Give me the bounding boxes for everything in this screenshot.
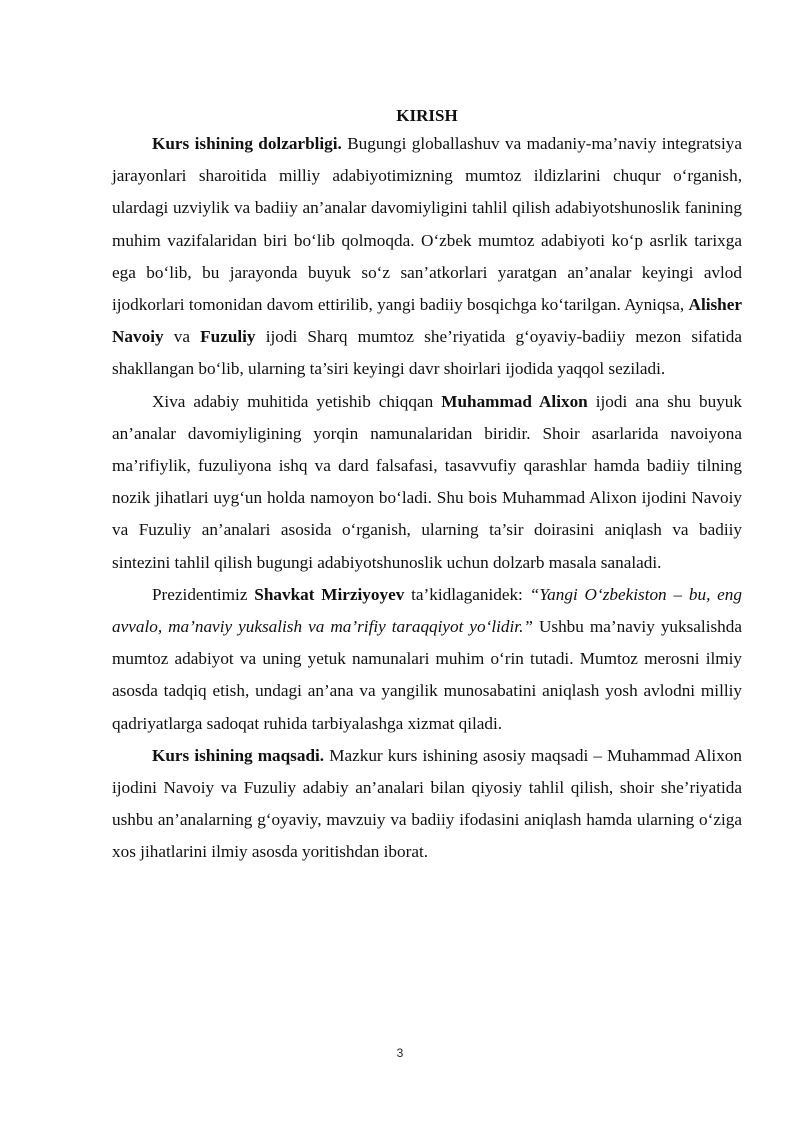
khiva-text-a: Xiva adabiy muhitida yetishib chiqqan (152, 391, 442, 411)
relevance-text-a: Bugungi globallashuv va madaniy-ma’naviy integratsiya jarayonlari sharoitida milliy adabiyotimizning mumtoz ildizlarini chuqur o‘rganish, ulardagi uzviylik va badiiy an’analar davomiyligini tahlil qilish adabiyotshunoslik fanining muhim vazifalaridan biri bo‘lib qolmoqda. O‘zbek mumtoz adabiyoti ko‘p asrlik tarixga ega bo‘lib, bu jarayonda buyuk so‘z san’atkorlari yaratgan an’analar keyingi avlod ijodkorlari tomonidan davom ettirilib, yangi badiiy bosqichga ko‘tarilgan. Ayniqsa, (112, 134, 742, 315)
president-text-a: Prezidentimiz (152, 584, 255, 604)
president-text-b: ta’kidlaganidek: (404, 584, 530, 604)
president-text-c: Ushbu ma’naviy yuksalishda mumtoz adabiyot va uning yetuk namunalari muhim o‘rin tutadi. Mumtoz merosni ilmiy asosda tadqiq etish, undagi an’ana va yangilik munosabatini aniqlash yosh avlodni milliy qadriyatlarga sadoqat ruhida tarbiyalashga xizmat qiladi. (112, 617, 742, 733)
name-shavkat-mirziyoyev: Shavkat Mirziyoyev (254, 584, 405, 604)
paragraph-relevance (112, 128, 742, 386)
page-number: 3 (396, 1046, 404, 1060)
section-title: KIRISH (396, 106, 458, 125)
document-page (112, 105, 742, 869)
paragraph-goal (112, 740, 742, 869)
khiva-text-b: ijodi ana shu buyuk an’analar davomiyligining yorqin namunalaridan biridir. Shoir asarlarida navoiyona ma’rifiylik, fuzuliyona ishq va dard falsafasi, tasavvufiy qarashlar hamda badiiy tilning nozik jihatlari uyg‘un holda namoyon bo‘ladi. Shu bois Muhammad Alixon ijodini Navoiy va Fuzuliy an’analari asosida o‘rganish, ularning ta’sir doirasini aniqlash va badiiy sintezini tahlil qilish bugungi adabiyotshunoslik uchun dolzarb masala sanaladi. (112, 391, 742, 572)
name-muhammad-alixon: Muhammad Alixon (441, 391, 588, 411)
name-alisher-navoiy: Alisher Navoiy (112, 295, 742, 347)
goal-heading: Kurs ishining maqsadi. (152, 745, 325, 765)
president-quote: “Yangi O‘zbekiston – bu, eng avvalo, ma’naviy yuksalish va ma’rifiy taraqqiyot yo‘lidir.” (112, 584, 742, 637)
name-fuzuliy: Fuzuliy (200, 327, 256, 347)
goal-text-a: Mazkur kurs ishining asosiy maqsadi – Muhammad Alixon ijodini Navoiy va Fuzuliy adabiy an’analari bilan qiyosiy tahlil qilish, shoir she’riyatida ushbu an’analarning g‘oyaviy, mavzuiy va badiiy ifodasini aniqlash hamda ularning o‘ziga xos jihatlarini ilmiy asosda yoritishdan iborat. (112, 745, 742, 862)
relevance-heading: Kurs ishining dolzarbligi. (152, 134, 342, 153)
relevance-text-b: va (163, 327, 201, 347)
paragraph-president (112, 579, 742, 740)
relevance-text-c: ijodi Sharq mumtoz she’riyatida g‘oyaviy-badiiy mezon sifatida shakllangan bo‘lib, ularning ta’siri keyingi davr shoirlari ijodida yaqqol seziladi. (112, 327, 742, 379)
paragraph-khiva (112, 386, 742, 579)
